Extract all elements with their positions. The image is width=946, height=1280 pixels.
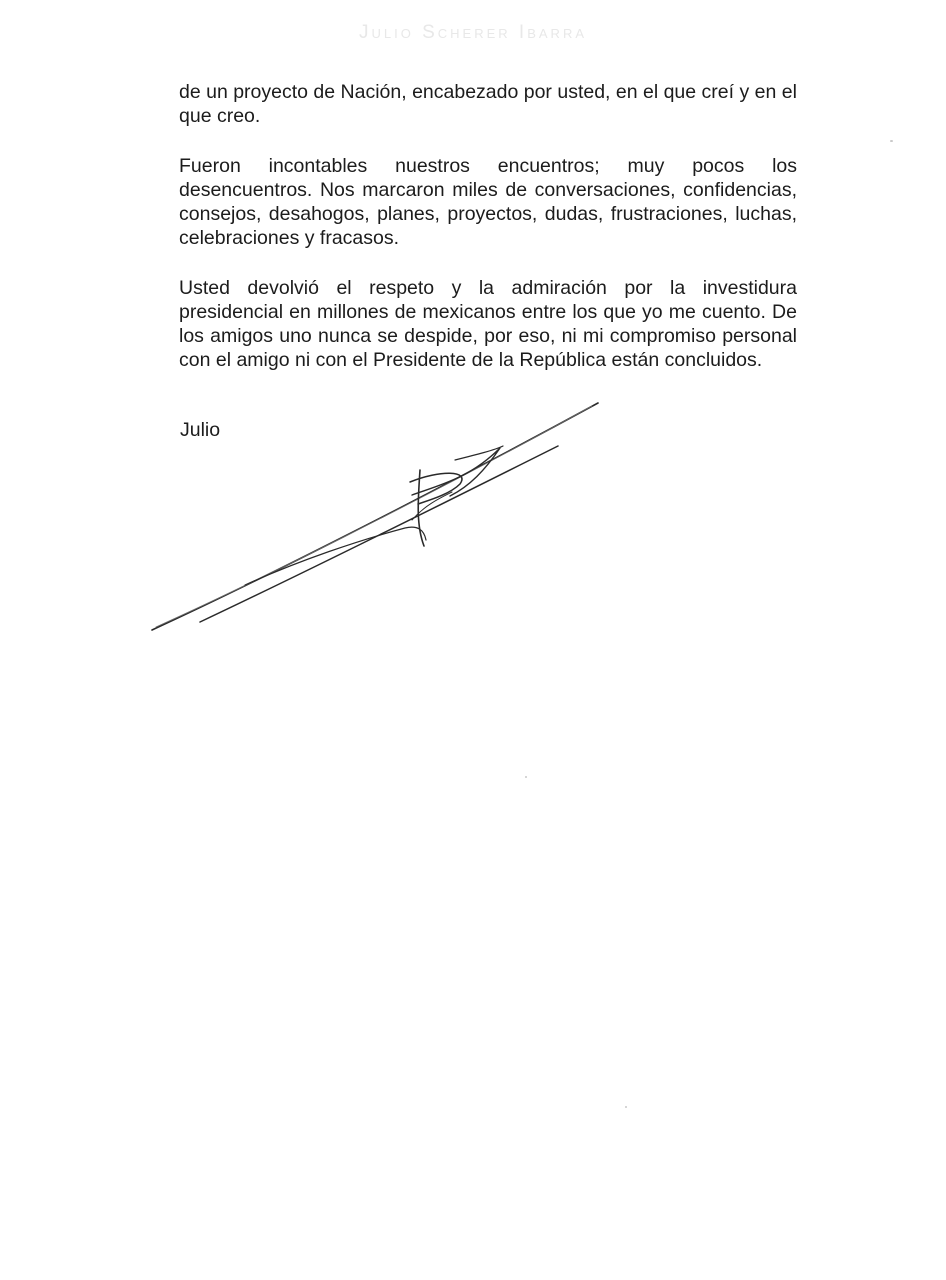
paper-speck [890,140,893,142]
letterhead: Julio Scherer Ibarra [358,22,588,43]
closing-name: Julio [180,419,221,441]
letter-body [179,80,797,398]
paragraph-1: de un proyecto de Nación, encabezado por usted, en el que creí y en el que creo. [179,81,797,127]
paper-speck [625,1106,627,1108]
paragraph-3: Usted devolvió el respeto y la admiración por la investidura presidencial en millones de mexicanos entre los que yo me cuento. De los amigos uno nunca se despide, por eso, ni mi compromiso personal con el amigo ni con el Presidente de la República están concluidos. [179,277,797,371]
paragraph-2: Fueron incontables nuestros encuentros; muy pocos los desencuentros. Nos marcaron miles de conversaciones, confidencias, consejos, desahogos, planes, proyectos, dudas, frustraciones, luchas, celebraciones y fracasos. [179,155,797,249]
paper-speck [525,776,527,778]
